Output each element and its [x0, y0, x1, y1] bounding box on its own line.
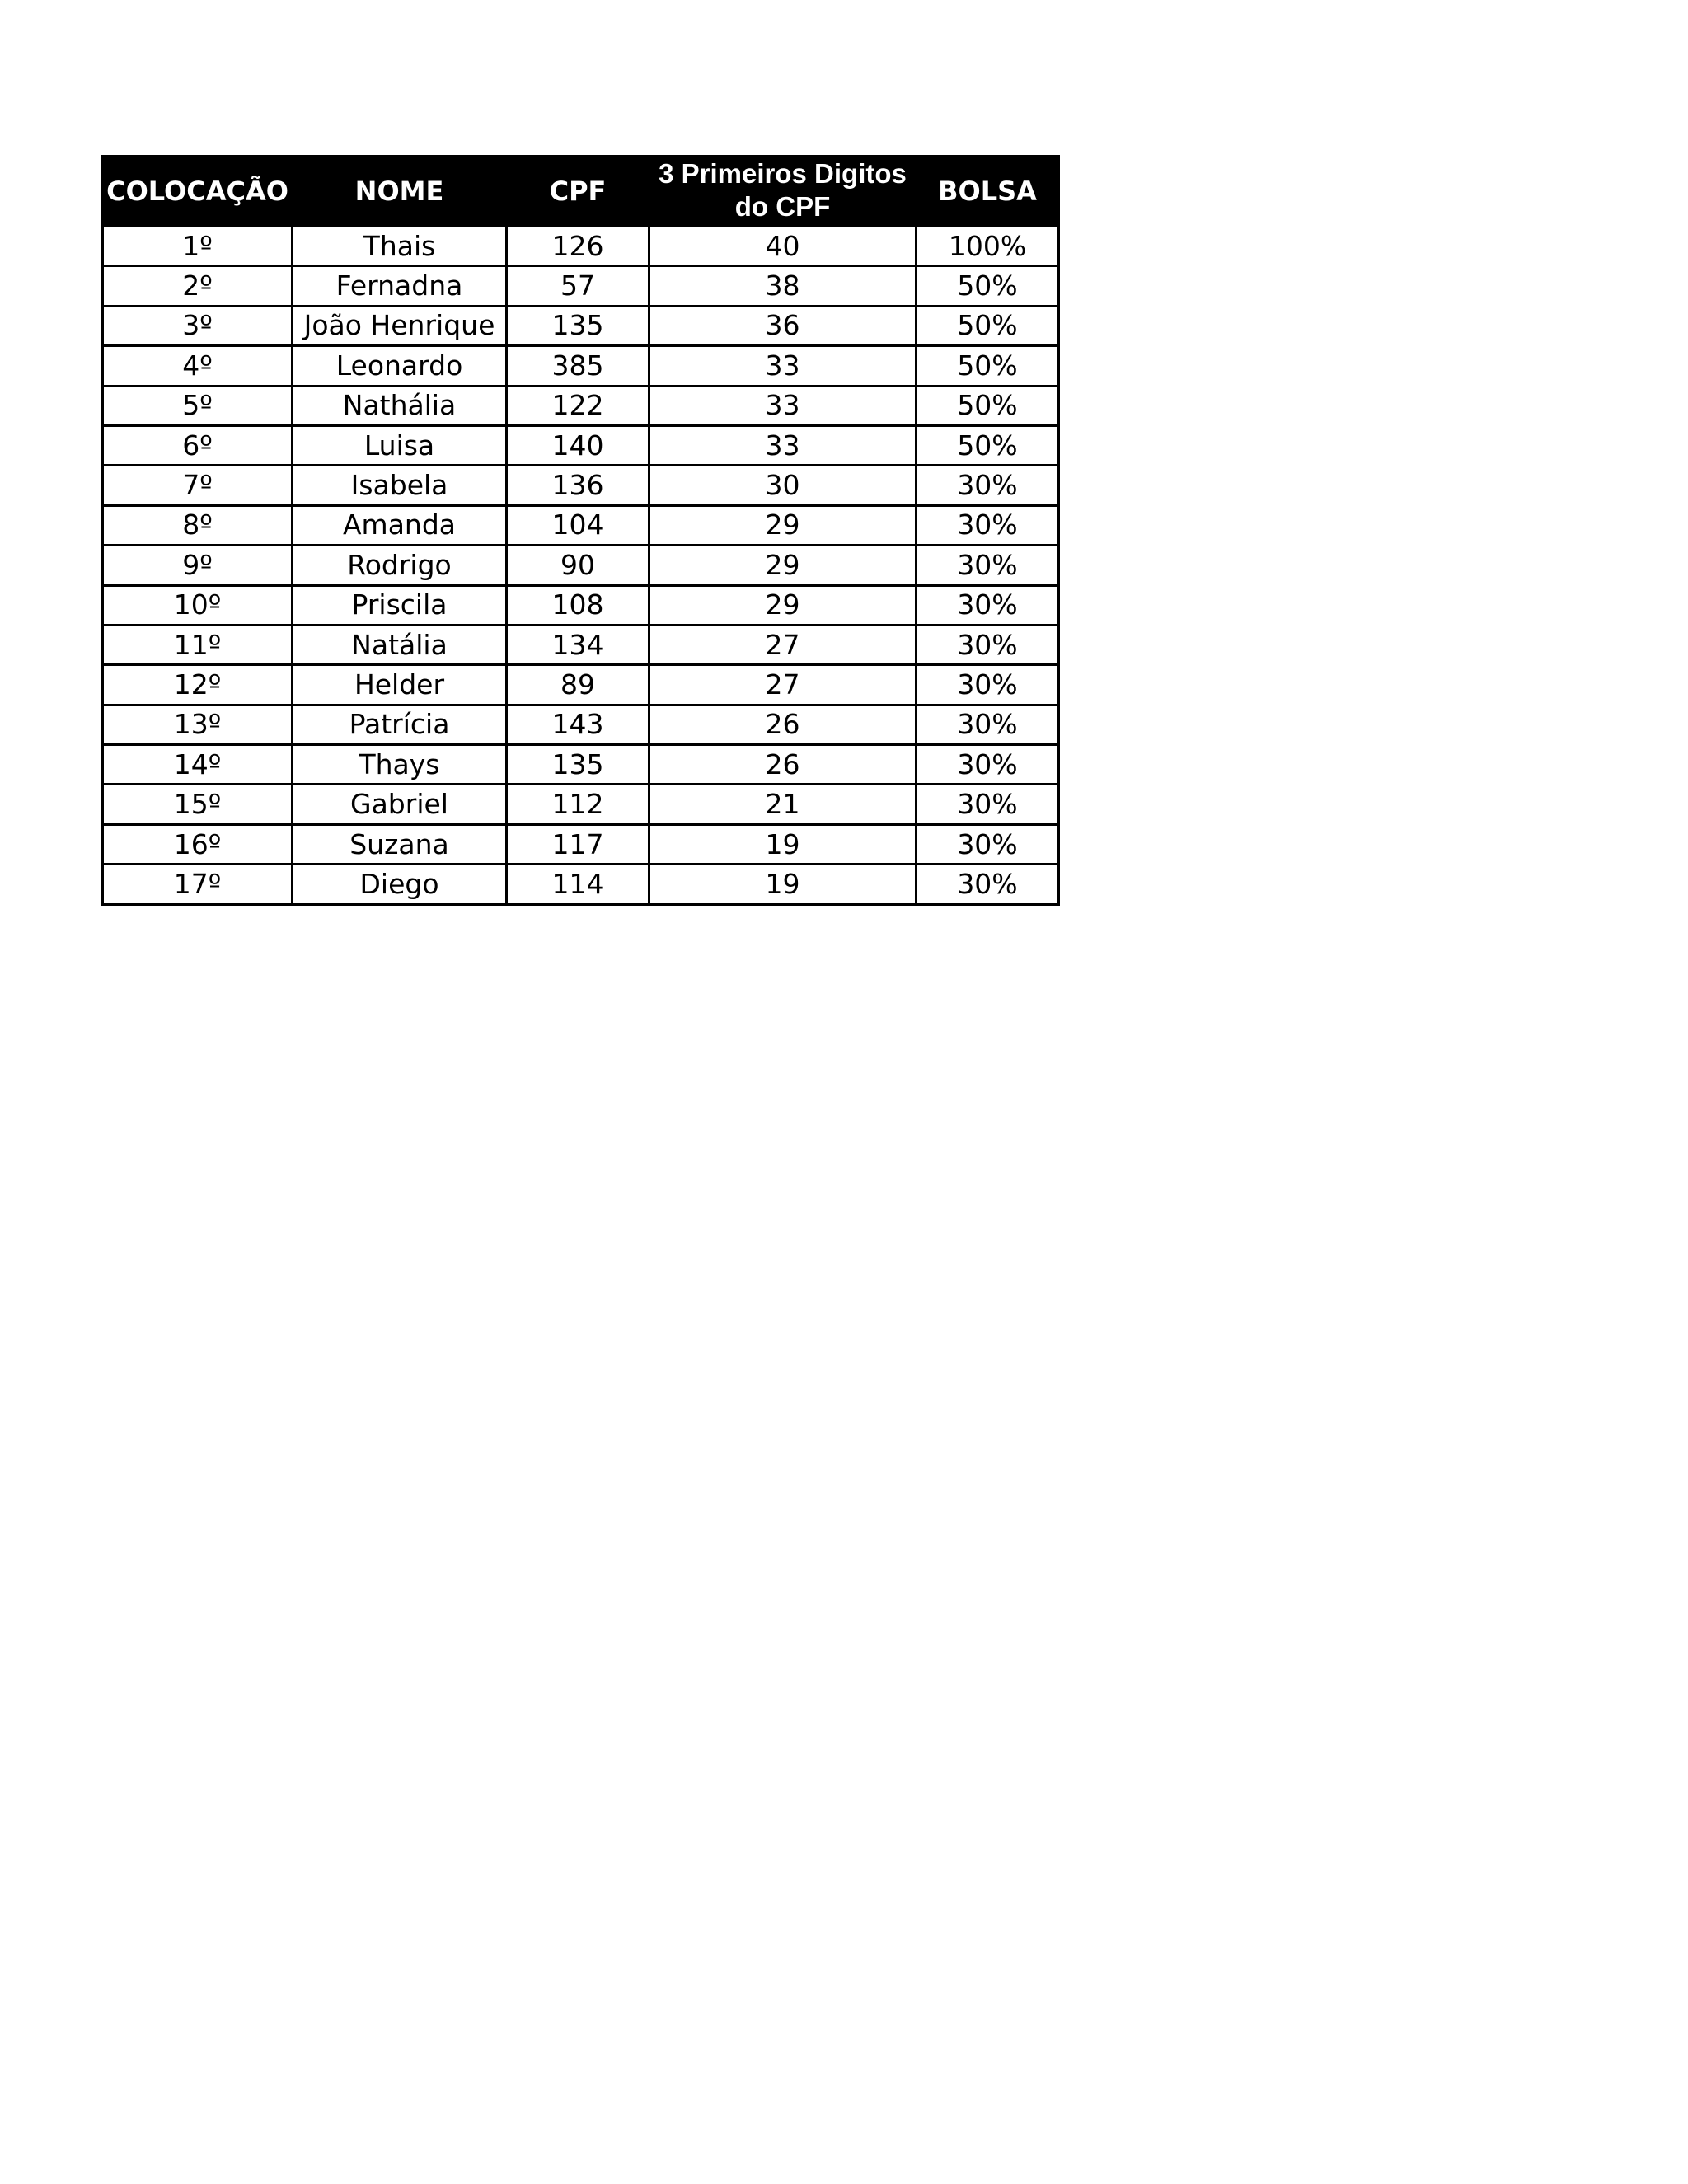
cell-bolsa: 30% [917, 625, 1059, 664]
cell-digitos: 33 [649, 425, 917, 465]
cell-colocacao: 12º [103, 665, 293, 705]
cell-bolsa: 30% [917, 865, 1059, 904]
table-row [103, 466, 1059, 505]
cell-cpf: 126 [507, 227, 649, 266]
cell-bolsa: 30% [917, 745, 1059, 785]
cell-nome: Rodrigo [293, 546, 507, 585]
cell-colocacao: 6º [103, 425, 293, 465]
cell-digitos: 29 [649, 546, 917, 585]
cell-cpf: 136 [507, 466, 649, 505]
cell-cpf: 114 [507, 865, 649, 904]
cell-bolsa: 30% [917, 585, 1059, 625]
cell-colocacao: 14º [103, 745, 293, 785]
cell-nome: João Henrique [293, 306, 507, 345]
cell-digitos: 19 [649, 824, 917, 864]
table-row [103, 785, 1059, 824]
header-cpf: CPF [507, 157, 649, 227]
cell-nome: Helder [293, 665, 507, 705]
cell-cpf: 112 [507, 785, 649, 824]
cell-colocacao: 10º [103, 585, 293, 625]
cell-nome: Thays [293, 745, 507, 785]
cell-bolsa: 50% [917, 386, 1059, 425]
cell-cpf: 117 [507, 824, 649, 864]
header-colocacao: COLOCAÇÃO [103, 157, 293, 227]
cell-colocacao: 16º [103, 824, 293, 864]
cell-bolsa: 50% [917, 425, 1059, 465]
cell-digitos: 38 [649, 266, 917, 306]
table-row [103, 585, 1059, 625]
cell-cpf: 134 [507, 625, 649, 664]
cell-bolsa: 30% [917, 665, 1059, 705]
cell-cpf: 385 [507, 346, 649, 386]
cell-digitos: 33 [649, 346, 917, 386]
cell-digitos: 27 [649, 665, 917, 705]
cell-nome: Luisa [293, 425, 507, 465]
cell-nome: Amanda [293, 505, 507, 545]
table-row [103, 425, 1059, 465]
cell-nome: Diego [293, 865, 507, 904]
cell-digitos: 27 [649, 625, 917, 664]
table-row [103, 306, 1059, 345]
cell-cpf: 135 [507, 306, 649, 345]
cell-nome: Gabriel [293, 785, 507, 824]
cell-colocacao: 7º [103, 466, 293, 505]
cell-cpf: 104 [507, 505, 649, 545]
table-row [103, 505, 1059, 545]
table-row [103, 865, 1059, 904]
cell-cpf: 122 [507, 386, 649, 425]
table-body [103, 227, 1059, 905]
table-header [103, 157, 1059, 227]
cell-colocacao: 3º [103, 306, 293, 345]
cell-nome: Nathália [293, 386, 507, 425]
table-row [103, 346, 1059, 386]
table-row [103, 665, 1059, 705]
cell-bolsa: 50% [917, 266, 1059, 306]
cell-bolsa: 30% [917, 546, 1059, 585]
cell-colocacao: 11º [103, 625, 293, 664]
cell-digitos: 30 [649, 466, 917, 505]
table-row [103, 705, 1059, 744]
table-row [103, 266, 1059, 306]
cell-nome: Suzana [293, 824, 507, 864]
ranking-table [101, 155, 1060, 906]
cell-bolsa: 100% [917, 227, 1059, 266]
header-digitos: 3 Primeiros Digitos do CPF [649, 157, 917, 227]
cell-nome: Leonardo [293, 346, 507, 386]
cell-bolsa: 30% [917, 785, 1059, 824]
cell-cpf: 89 [507, 665, 649, 705]
cell-colocacao: 1º [103, 227, 293, 266]
cell-bolsa: 50% [917, 346, 1059, 386]
cell-cpf: 140 [507, 425, 649, 465]
table-row [103, 386, 1059, 425]
cell-digitos: 40 [649, 227, 917, 266]
cell-colocacao: 4º [103, 346, 293, 386]
cell-nome: Isabela [293, 466, 507, 505]
cell-digitos: 21 [649, 785, 917, 824]
cell-colocacao: 9º [103, 546, 293, 585]
cell-colocacao: 5º [103, 386, 293, 425]
ranking-sheet [101, 155, 1060, 906]
cell-nome: Fernadna [293, 266, 507, 306]
table-row [103, 625, 1059, 664]
cell-colocacao: 13º [103, 705, 293, 744]
cell-bolsa: 30% [917, 505, 1059, 545]
cell-digitos: 29 [649, 585, 917, 625]
cell-digitos: 26 [649, 705, 917, 744]
cell-nome: Priscila [293, 585, 507, 625]
cell-nome: Thais [293, 227, 507, 266]
cell-colocacao: 17º [103, 865, 293, 904]
table-row [103, 824, 1059, 864]
cell-digitos: 19 [649, 865, 917, 904]
cell-colocacao: 8º [103, 505, 293, 545]
table-row [103, 546, 1059, 585]
cell-bolsa: 50% [917, 306, 1059, 345]
cell-colocacao: 2º [103, 266, 293, 306]
cell-cpf: 143 [507, 705, 649, 744]
cell-cpf: 108 [507, 585, 649, 625]
table-row [103, 227, 1059, 266]
cell-digitos: 26 [649, 745, 917, 785]
header-bolsa: BOLSA [917, 157, 1059, 227]
cell-bolsa: 30% [917, 824, 1059, 864]
cell-digitos: 33 [649, 386, 917, 425]
cell-nome: Natália [293, 625, 507, 664]
cell-colocacao: 15º [103, 785, 293, 824]
cell-cpf: 90 [507, 546, 649, 585]
cell-digitos: 29 [649, 505, 917, 545]
cell-cpf: 57 [507, 266, 649, 306]
cell-cpf: 135 [507, 745, 649, 785]
cell-digitos: 36 [649, 306, 917, 345]
cell-nome: Patrícia [293, 705, 507, 744]
table-row [103, 745, 1059, 785]
header-row [103, 157, 1059, 227]
cell-bolsa: 30% [917, 705, 1059, 744]
header-nome: NOME [293, 157, 507, 227]
cell-bolsa: 30% [917, 466, 1059, 505]
